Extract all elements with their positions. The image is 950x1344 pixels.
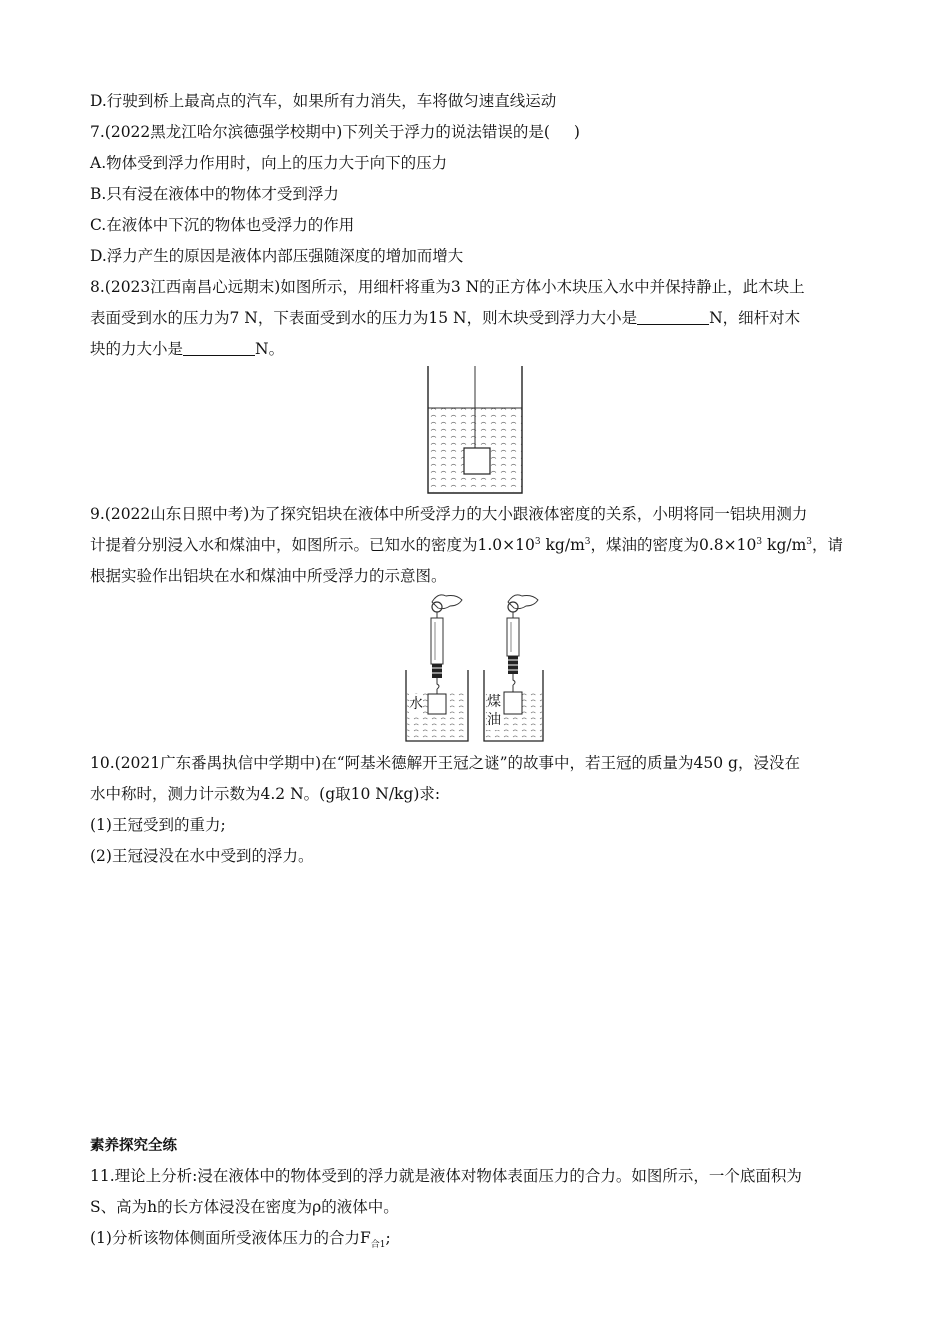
q7-option-b: B.只有浸在液体中的物体才受到浮力 [90, 185, 339, 203]
q11-line-1: 11.理论上分析:浸在液体中的物体受到的浮力就是液体对物体表面压力的合力。如图所示，一个底面积为 [90, 1167, 802, 1185]
q6-option-d: D.行驶到桥上最高点的汽车，如果所有力消失，车将做匀速直线运动 [90, 92, 557, 110]
aluminum-block-water [428, 694, 446, 714]
q11-line-2: S、高为h的长方体浸没在密度为ρ的液体中。 [90, 1198, 399, 1216]
q8-line-3: 块的力大小是 N。 [90, 340, 285, 358]
q10-sub-1: (1)王冠受到的重力; [90, 816, 226, 834]
kerosene-label-bottom: 油 [487, 712, 501, 728]
spring-scale-figure [404, 590, 554, 742]
kerosene-label-top: 煤 [487, 694, 501, 710]
q9-line-1: 9.(2022山东日照中考)为了探究铝块在液体中所受浮力的大小跟液体密度的关系，小明将同一铝块用测力 [90, 505, 808, 523]
section-title: 素养探究全练 [90, 1138, 177, 1154]
q8-line-1: 8.(2023江西南昌心远期末)如图所示，用细杆将重为3 N的正方体小木块压入水中并保持静止，此木块上 [90, 278, 805, 296]
q7-option-d: D.浮力产生的原因是液体内部压强随深度的增加而增大 [90, 247, 464, 265]
spring-scale-water [431, 595, 462, 694]
aluminum-block-kerosene [504, 692, 522, 714]
beaker-rod-figure [420, 364, 530, 496]
q7-stem: 7.(2022黑龙江哈尔滨德强学校期中)下列关于浮力的说法错误的是( ) [90, 123, 580, 141]
wood-block [464, 448, 490, 474]
q7-option-c: C.在液体中下沉的物体也受浮力的作用 [90, 216, 355, 234]
q9-line-3: 根据实验作出铝块在水和煤油中所受浮力的示意图。 [90, 567, 447, 585]
q10-sub-2: (2)王冠浸没在水中受到的浮力。 [90, 847, 314, 865]
q11-sub-1: (1)分析该物体侧面所受液体压力的合力$F_{合1}$; [90, 1229, 391, 1251]
spring-scale-kerosene [507, 595, 538, 692]
q10-line-1: 10.(2021广东番禺执信中学期中)在“阿基米德解开王冠之谜”的故事中，若王冠的质量为450 g，浸没在 [90, 754, 800, 772]
water-label: 水 [409, 696, 423, 712]
q10-line-2: 水中称时，测力计示数为4.2 N。(g取10 N/kg)求: [90, 785, 441, 803]
q7-option-a: A.物体受到浮力作用时，向上的压力大于向下的压力 [90, 154, 448, 172]
answer-blank[interactable] [183, 341, 255, 356]
q9-line-2: 计提着分别浸入水和煤油中，如图所示。已知水的密度为$1.0\times 10^3$ $kg/m^3$，煤油的密度为$0.8\times 10^3$ $kg/m^3$，请 [90, 536, 844, 554]
q8-line-2: 表面受到水的压力为7 N，下表面受到水的压力为15 N，则木块受到浮力大小是 N，细杆对木 [90, 309, 801, 327]
answer-blank[interactable] [637, 310, 709, 325]
